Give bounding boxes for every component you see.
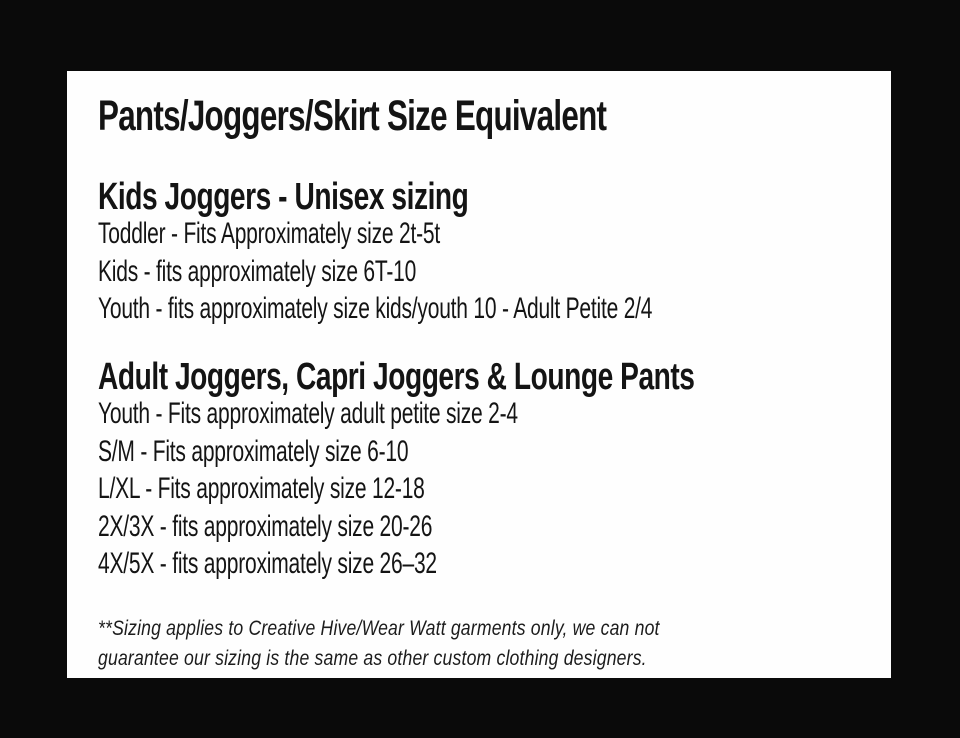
chart-title: Pants/Joggers/Skirt Size Equivalent xyxy=(98,92,607,140)
size-line-toddler: Toddler - Fits Approximately size 2t-5t xyxy=(98,217,440,250)
size-line-s-m: S/M - Fits approximately size 6-10 xyxy=(98,435,409,468)
kids-joggers-section-heading: Kids Joggers - Unisex sizing xyxy=(98,176,469,218)
size-line-l-xl: L/XL - Fits approximately size 12-18 xyxy=(98,472,425,505)
size-line-4x-5x: 4X/5X - fits approximately size 26–32 xyxy=(98,547,437,580)
size-line-2x-3x: 2X/3X - fits approximately size 20-26 xyxy=(98,510,433,543)
size-line-kids: Kids - fits approximately size 6T-10 xyxy=(98,255,417,288)
size-line-youth-kids: Youth - fits approximately size kids/youth 10 - Adult Petite 2/4 xyxy=(98,292,653,325)
adult-joggers-section-heading: Adult Joggers, Capri Joggers & Lounge Pants xyxy=(98,356,695,398)
footnote-line-1: **Sizing applies to Creative Hive/Wear Watt garments only, we can not xyxy=(98,617,660,640)
footnote-line-2: guarantee our sizing is the same as other custom clothing designers. xyxy=(98,646,647,670)
size-chart-card xyxy=(67,71,891,678)
size-line-youth-adult: Youth - Fits approximately adult petite size 2-4 xyxy=(98,397,518,430)
sizing-disclaimer-footnote xyxy=(98,614,660,673)
